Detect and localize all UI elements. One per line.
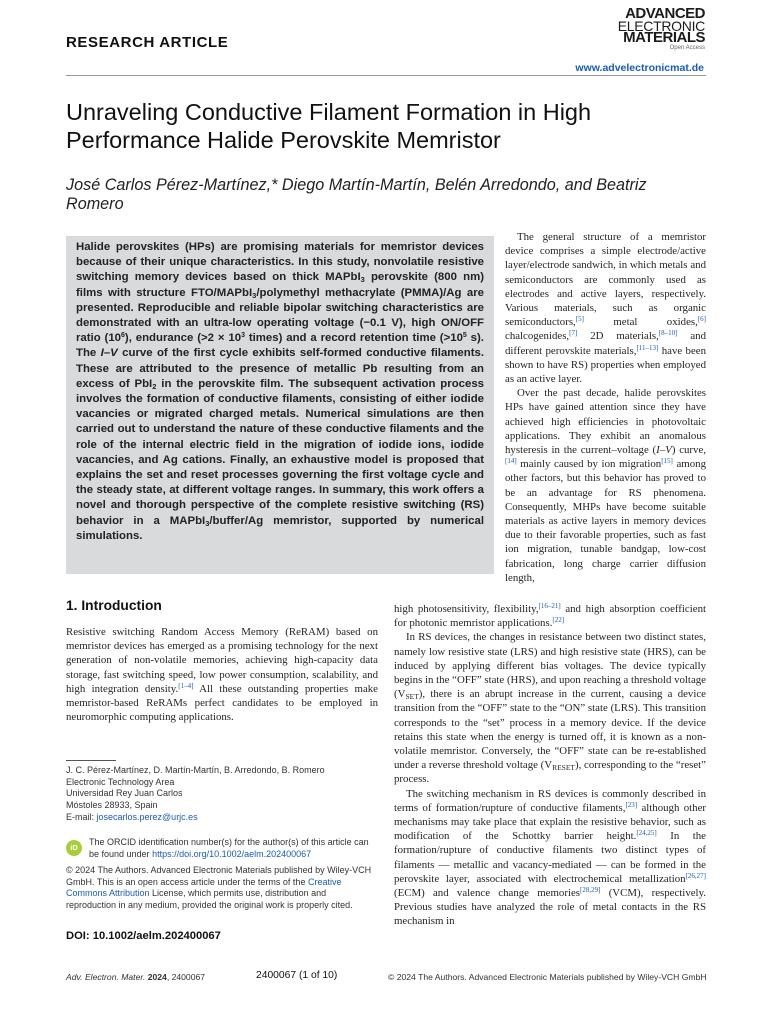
citation-link[interactable]: [8–10] bbox=[658, 329, 678, 338]
logo-line2: ELECTRONIC bbox=[617, 18, 705, 34]
email-link[interactable]: josecarlos.perez@urjc.es bbox=[96, 811, 198, 822]
header-divider bbox=[66, 75, 706, 76]
citation-link[interactable]: [11–13] bbox=[636, 343, 659, 352]
orcid-icon: iD bbox=[66, 840, 82, 856]
citation-link[interactable]: [7] bbox=[569, 329, 578, 338]
abstract bbox=[76, 240, 484, 544]
footer-copyright: © 2024 The Authors. Advanced Electronic Materials published by Wiley-VCH GmbH bbox=[388, 972, 707, 982]
copyright-note: © 2024 The Authors. Advanced Electronic Materials published by Wiley-VCH GmbH. This is an open access article under the terms of the Creative Commons Attribution License, which permits use, distribution and reproduction in any medium, provided the original work is properly cited. bbox=[66, 865, 372, 911]
body-text-right-upper bbox=[505, 230, 706, 585]
logo-line1: ADVANCED bbox=[625, 5, 705, 22]
body-paragraph: The switching mechanism in RS devices is commonly described in terms of formation/rupture of conductive filaments,[23] although other mechanisms may take place that explain the resistive behavior, such as modification of the Schottky barrier height.[24,25] In the formation/rupture of conductive filaments two distinct types of filaments — metallic and vacancy-mediated — can be formed in the perovskite layer, associated with electrochemical metallization[26,27] (ECM) and valence change memories[28,29] (VCM), respectively. Previous studies have analyzed the role of metal contacts in the RS mechanism in bbox=[394, 787, 707, 928]
license-link[interactable]: Creative Commons Attribution bbox=[66, 876, 342, 899]
section-heading-introduction: 1. Introduction bbox=[66, 598, 162, 613]
logo-line4: Open Access bbox=[669, 45, 705, 51]
citation-link[interactable]: [15] bbox=[661, 457, 673, 466]
body-text-right-lower bbox=[394, 602, 706, 929]
abstract-paragraph: Halide perovskites (HPs) are promising materials for memristor devices because of their unique characteristics. In this study, nonvolatile resistive switching memory devices based on thick MAPbI$_3$ perovskite (800 nm) films with structure FTO/MAPbI$_3$/polymethyl methacrylate (PMMA)/Ag are presented. Reproducible and reliable bipolar switching characteristics are demonstrated with an ultra-low operating voltage (−0.1 V), high ON/OFF ratio $(10^6)$, endurance ($>2 \times 10^3$ times) and a record retention time ($>10^5$ s). The I–V curve of the first cycle exhibits self-formed conductive filaments. These are attributed to the presence of metallic Pb resulting from an excess of PbI$_2$ in the perovskite film. The subsequent activation process involves the formation of conductive filaments, consisting of either iodide vacancies or migrated charged metals. Numerical simulations are then carried out to understand the nature of these conductive filaments and the role of the internal electric field in the migration of iodide ions, iodide vacancies, and Ag cations. Finally, an exhaustive model is proposed that explains the set and reset processes governing the first voltage cycle and the steady state, at different voltage ranges. In summary, this work offers a novel and thorough perspective of the complete resistive switching (RS) behavior in a MAPbI$_3$/buffer/Ag memristor, supported by numerical simulations. bbox=[76, 241, 484, 542]
footer-citation: Adv. Electron. Mater. 2024, 2400067 bbox=[66, 972, 206, 982]
footer-page-number: 2400067 (1 of 10) bbox=[256, 970, 338, 981]
body-paragraph: Over the past decade, halide perovskites HPs have gained attention since they have achieved high efficiencies in photovoltaic applications. They exhibit an anomalous hysteresis in the current–voltage (I–V) curve,[14] mainly caused by ion migration[15] among other factors, but this behavior has proved to be an advantage for RS phenomena. Consequently, MHPs have become suitable materials as active layers in memory devices due to their favorable properties, such as fast ion migration, tunable bandgap, low-cost fabrication, long charge carrier diffusion length, bbox=[505, 387, 706, 584]
body-paragraph: high photosensitivity, flexibility,[16–21] and high absorption coefficient for photonic memristor applications.[22] bbox=[394, 602, 706, 630]
citation-link[interactable]: [24,25] bbox=[636, 829, 657, 838]
citation-link[interactable]: [26,27] bbox=[685, 871, 706, 880]
title-line-1: Unraveling Conductive Filament Formation in High bbox=[66, 99, 592, 125]
affiliation-city: Móstoles 28933, Spain bbox=[66, 800, 158, 811]
footnote-divider bbox=[66, 760, 116, 761]
citation-link[interactable]: [5] bbox=[575, 315, 584, 324]
citation-link[interactable]: [16–21] bbox=[538, 602, 561, 610]
citation-link[interactable]: [1–4] bbox=[178, 681, 194, 690]
body-paragraph: The general structure of a memristor device comprises a simple electrode/active layer/electrode sandwich, in which metals and semiconductors are commonly used as electrodes and active layers, respectively. Various materials, such as organic semiconductors,[5] metal oxides,[6] chalcogenides,[7] 2D materials,[8–10] and different perovskite materials,[11–13] have been shown to have RS) properties when employed as an active layer. bbox=[505, 231, 706, 386]
body-text-left bbox=[66, 625, 378, 724]
body-paragraph: In RS devices, the changes in resistance between two distinct states, namely low resistive state (LRS) and high resistive state (HRS), can be induced by applying different bias voltages. The device typically begins in the “OFF” state (HRS), and upon reaching a threshold voltage $(V_{SET})$, there is an abrupt increase in the current, causing a device transition from the “OFF” state to the “ON” state (LRS). This transition corresponds to the “set” process in a memory device. If the device retains this state when the energy is turned off, it is known as a non-volatile memristor. Conversely, the “OFF” state can be re-established under a reverse threshold voltage $(V_{RESET})$, corresponding to the “reset” process. bbox=[394, 631, 707, 786]
citation-link[interactable]: [6] bbox=[697, 315, 706, 324]
citation-link[interactable]: [23] bbox=[625, 800, 638, 809]
journal-logo[interactable] bbox=[593, 5, 705, 52]
citation-link[interactable]: [28,29] bbox=[580, 886, 601, 895]
citation-link[interactable]: [14] bbox=[505, 457, 517, 466]
orcid-note: The ORCID identification number(s) for the author(s) of this article can be found under https://doi.org/10.1002/aelm.202400067 bbox=[89, 837, 369, 859]
title-line-2: Performance Halide Perovskite Memristor bbox=[66, 127, 501, 153]
affiliation-block bbox=[66, 765, 378, 824]
affiliation-authors: J. C. Pérez-Martínez, D. Martín-Martín, B. Arredondo, B. Romero bbox=[66, 765, 325, 775]
affiliation-email-line: E-mail: josecarlos.perez@urjc.es bbox=[66, 811, 198, 822]
doi-link[interactable]: https://doi.org/10.1002/aelm.202400067 bbox=[152, 848, 312, 859]
affiliation-dept: Electronic Technology Area bbox=[66, 776, 175, 787]
logo-line3: MATERIALS bbox=[623, 29, 705, 46]
affiliation-university: Universidad Rey Juan Carlos bbox=[66, 788, 183, 799]
section-tag: RESEARCH ARTICLE bbox=[66, 34, 229, 51]
article-doi: DOI: 10.1002/aelm.202400067 bbox=[66, 930, 221, 942]
body-paragraph: Resistive switching Random Access Memory (ReRAM) based on memristor devices has emerged as a promising technology for the next generation of non-volatile memories, achieving high-capacity data storage, fast switching speed, low power consumption, scalability, and high integration density.[1–4] All these outstanding properties make memristor-based ReRAMs perfect candidates to be employed in neuromorphic computing applications. bbox=[66, 626, 378, 724]
citation-link[interactable]: [22] bbox=[552, 616, 565, 625]
journal-url-link[interactable]: www.advelectronicmat.de bbox=[575, 62, 704, 74]
article-title bbox=[66, 98, 706, 154]
author-list: José Carlos Pérez-Martínez,* Diego Martín-Martín, Belén Arredondo, and Beatriz Romero bbox=[66, 176, 647, 213]
